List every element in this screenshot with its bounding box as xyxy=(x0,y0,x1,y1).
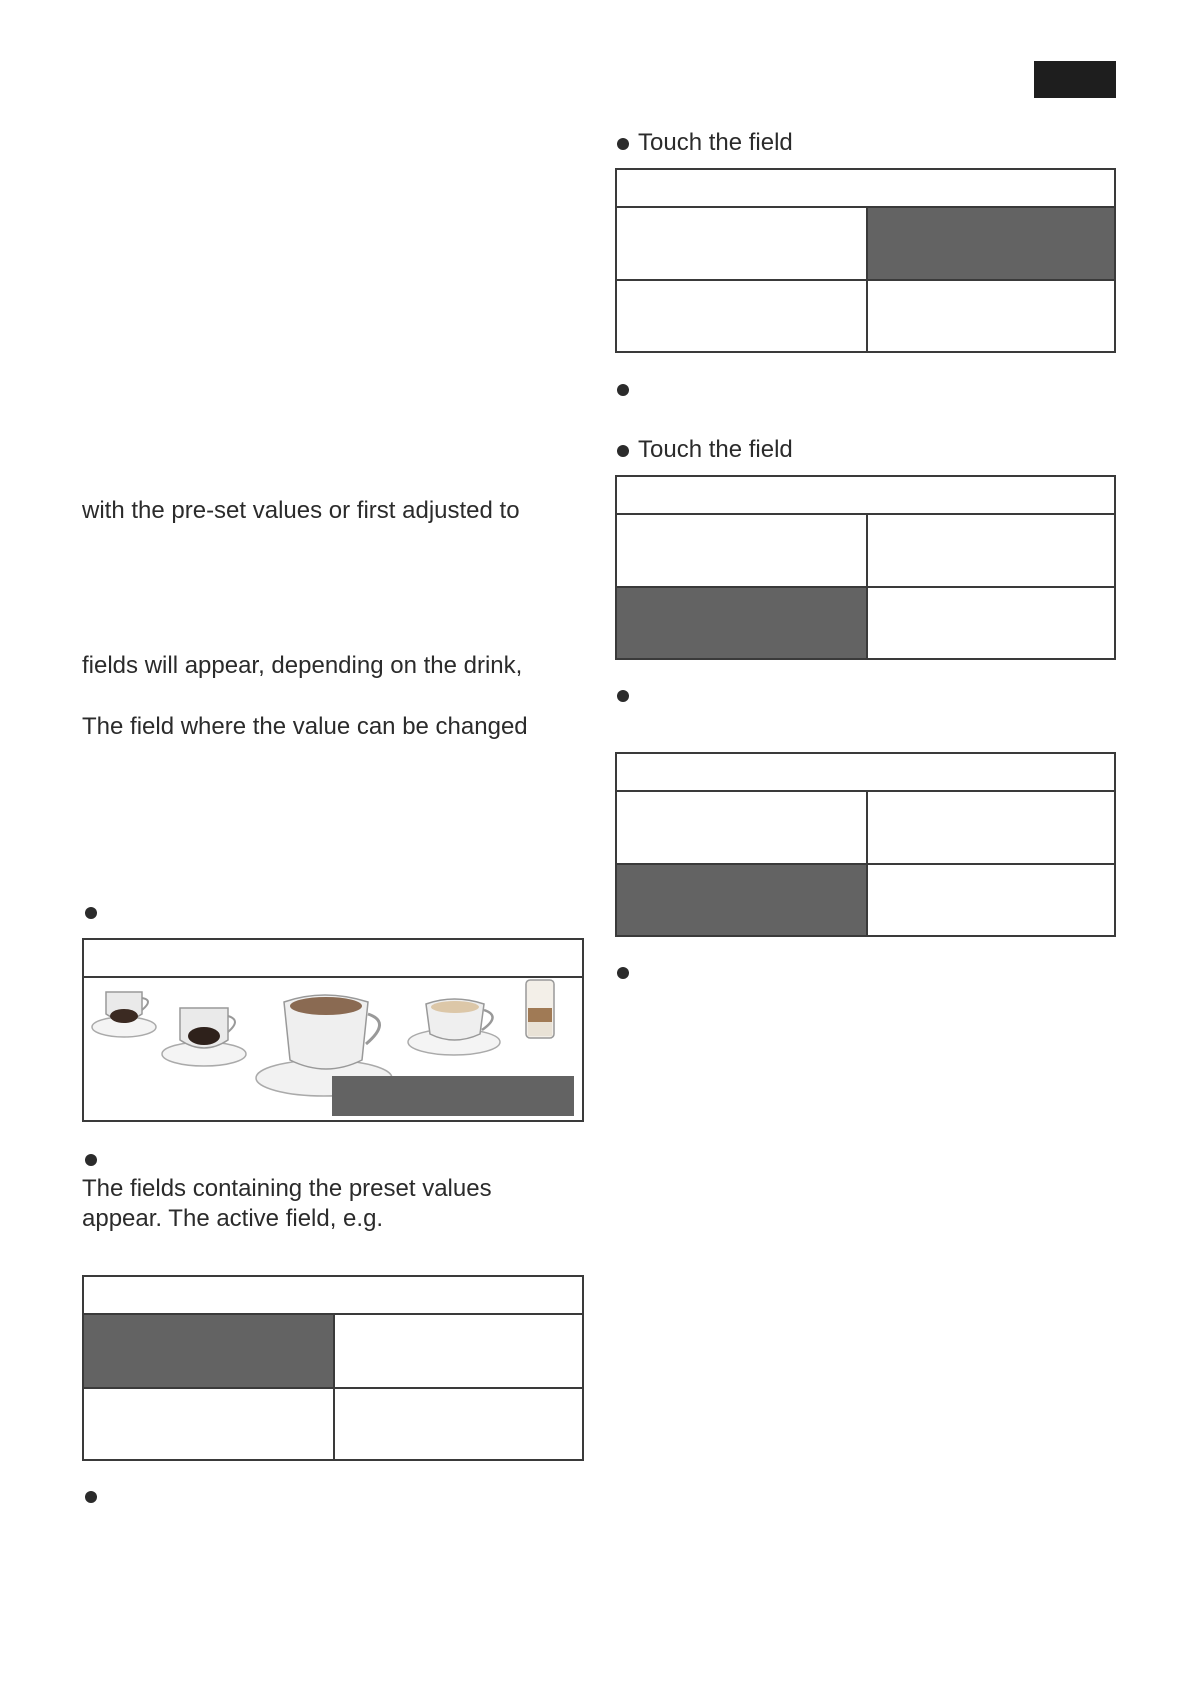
panel-header xyxy=(617,477,1114,515)
field-top-left[interactable] xyxy=(617,792,866,863)
bullet-dot xyxy=(85,1491,97,1503)
page-tab-marker xyxy=(1034,61,1116,98)
field-bottom-left[interactable] xyxy=(617,281,866,351)
field-top-left-active[interactable] xyxy=(84,1315,333,1387)
divider xyxy=(617,863,1114,865)
divider xyxy=(617,586,1114,588)
panel-header xyxy=(617,754,1114,792)
field-bottom-right[interactable] xyxy=(868,865,1114,935)
ristretto-cup-icon xyxy=(162,1008,246,1066)
bullet-dot xyxy=(617,138,629,150)
settings-panel-3 xyxy=(615,475,1116,660)
settings-panel-2 xyxy=(615,168,1116,353)
bullet-dot xyxy=(85,907,97,919)
touch-field-label-2: Touch the field xyxy=(638,436,793,463)
bullet-dot xyxy=(85,1154,97,1166)
paragraph-fields-appear: fields will appear, depending on the drink, xyxy=(82,652,523,679)
panel-header xyxy=(84,940,582,978)
field-top-right[interactable] xyxy=(868,515,1114,586)
paragraph-field-changed: The field where the value can be changed xyxy=(82,713,528,740)
field-top-left[interactable] xyxy=(617,515,866,586)
settings-panel-1 xyxy=(82,1275,584,1461)
bullet-dot xyxy=(617,967,629,979)
touch-field-label-1: Touch the field xyxy=(638,129,793,156)
field-bottom-right[interactable] xyxy=(868,588,1114,658)
preset-values-line-2: appear. The active field, e.g. xyxy=(82,1205,384,1232)
field-bottom-left-active[interactable] xyxy=(617,588,866,658)
panel-header xyxy=(617,170,1114,208)
divider xyxy=(617,279,1114,281)
drink-selection-panel xyxy=(82,938,584,1122)
bullet-dot xyxy=(617,690,629,702)
field-bottom-right[interactable] xyxy=(335,1389,582,1459)
field-top-left[interactable] xyxy=(617,208,866,279)
espresso-cup-icon xyxy=(92,992,156,1037)
field-top-right-active[interactable] xyxy=(868,208,1114,279)
cappuccino-cup-icon xyxy=(408,999,500,1055)
settings-panel-4 xyxy=(615,752,1116,937)
field-bottom-left-active[interactable] xyxy=(617,865,866,935)
divider xyxy=(84,1387,582,1389)
field-top-right[interactable] xyxy=(868,792,1114,863)
paragraph-preset-values: with the pre-set values or first adjusted to xyxy=(82,497,520,524)
drink-name-bar xyxy=(332,1076,574,1116)
latte-glass-icon xyxy=(526,980,554,1038)
field-bottom-right[interactable] xyxy=(868,281,1114,351)
field-bottom-left[interactable] xyxy=(84,1389,333,1459)
bullet-dot xyxy=(617,384,629,396)
bullet-dot xyxy=(617,445,629,457)
panel-header xyxy=(84,1277,582,1315)
preset-values-line-1: The fields containing the preset values xyxy=(82,1175,492,1202)
field-top-right[interactable] xyxy=(335,1315,582,1387)
